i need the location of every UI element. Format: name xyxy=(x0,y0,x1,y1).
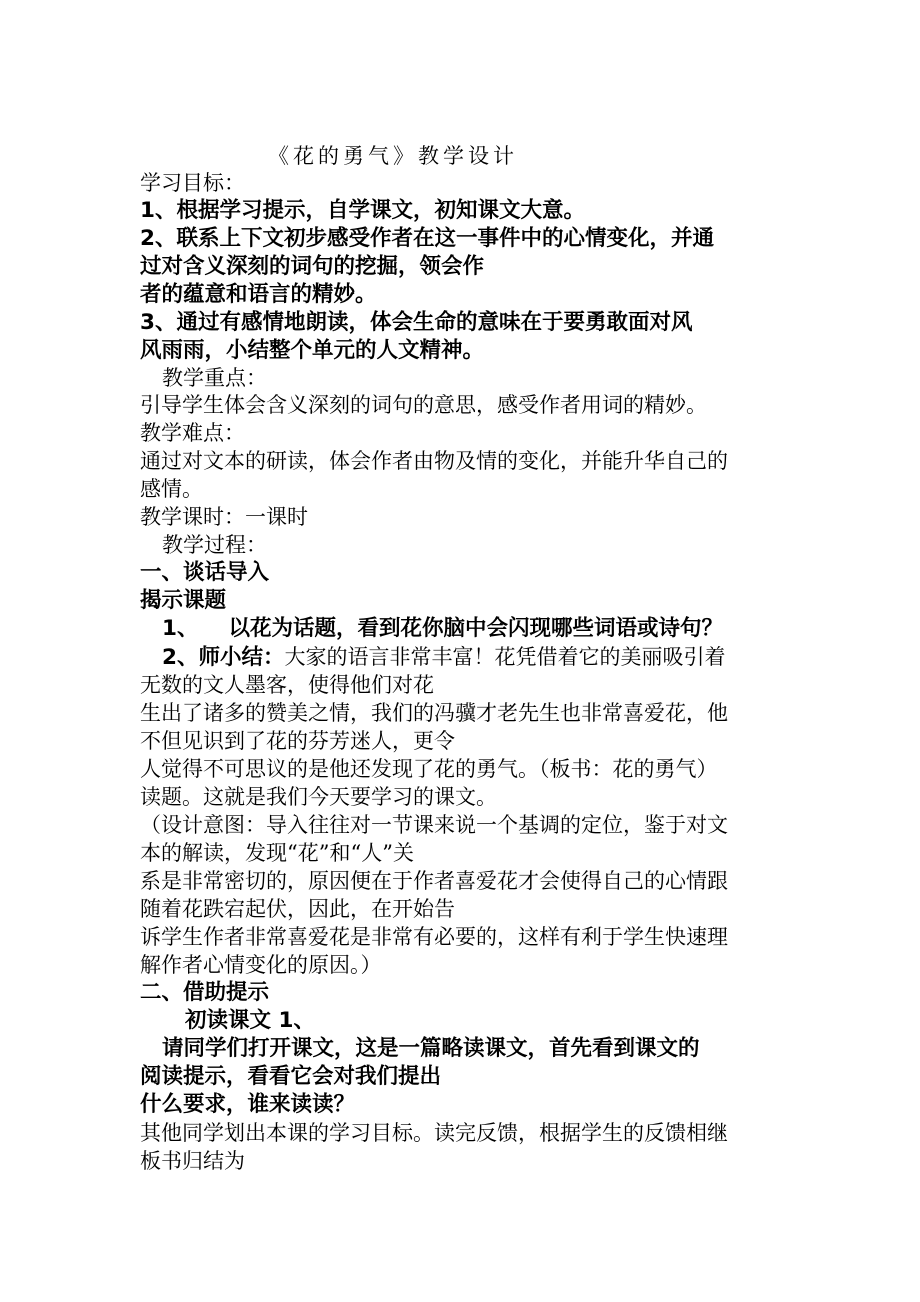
paragraph-line: 不但见识到了花的芬芳迷人，更令 xyxy=(140,729,455,753)
design-note-line: （设计意图：导入往往对一节课来说一个基调的定位，鉴于对文 xyxy=(140,813,728,837)
section-1-heading: 一、谈话导入 xyxy=(140,560,270,585)
design-note-line: 随着花跌宕起伏，因此，在开始告 xyxy=(140,897,455,921)
reading-line: 请同学们打开课文，这是一篇略读课文，首先看到课文的 xyxy=(162,1036,700,1061)
summary-line xyxy=(162,643,725,672)
class-hours: 教学课时：一课时 xyxy=(140,505,308,529)
objectives-label: 学习目标： xyxy=(140,171,245,195)
design-note-line: 系是非常密切的，原因便在于作者喜爱花才会使得自己的心情跟 xyxy=(140,869,728,893)
process-label: 教学过程： xyxy=(162,533,267,557)
objective-2-line-3: 者的蕴意和语言的精妙。 xyxy=(140,282,377,307)
objective-2-line-1: 2、联系上下文初步感受作者在这一事件中的心情变化，并通 xyxy=(140,226,714,251)
key-point-text: 引导学生体会含义深刻的词句的意思，感受作者用词的精妙。 xyxy=(140,393,707,417)
paragraph-line: 读题。这就是我们今天要学习的课文。 xyxy=(140,785,497,809)
objective-1: 1、根据学习提示，自学课文，初知课文大意。 xyxy=(140,198,585,223)
section-2-heading: 二、借助提示 xyxy=(140,980,270,1005)
key-point-label: 教学重点： xyxy=(162,366,267,390)
document-title: 《花的勇气》教学设计 xyxy=(268,144,518,168)
design-note-line: 本的解读，发现“花”和“人”关 xyxy=(140,841,414,865)
summary-label: 2、师小结： xyxy=(162,645,285,670)
paragraph-line: 无数的文人墨客，使得他们对花 xyxy=(140,673,434,697)
question-1-text: 以花为话题，看到花你脑中会闪现哪些词语或诗句？ xyxy=(228,616,723,641)
question-1-number: 1、 xyxy=(162,616,199,641)
objective-2-line-2: 过对含义深刻的词句的挖掘，领会作 xyxy=(140,254,485,279)
question-1 xyxy=(162,615,723,643)
reading-line: 板书归结为 xyxy=(140,1149,245,1173)
design-note-line: 诉学生作者非常喜爱花是非常有必要的，这样有利于学生快速理 xyxy=(140,925,728,949)
difficulty-text-line-1: 通过对文本的研读，体会作者由物及情的变化，并能升华自己的 xyxy=(140,449,728,473)
design-note-line: 解作者心情变化的原因。） xyxy=(140,953,382,977)
difficulty-label: 教学难点： xyxy=(140,421,245,445)
paragraph-line: 人觉得不可思议的是他还发现了花的勇气。（板书：花的勇气） xyxy=(140,757,718,781)
objective-3-line-2: 风雨雨，小结整个单元的人文精神。 xyxy=(140,338,485,363)
summary-text: 大家的语言非常丰富！花凭借着它的美丽吸引着 xyxy=(284,645,726,669)
section-1-subheading: 揭示课题 xyxy=(140,588,227,613)
reading-line: 其他同学划出本课的学习目标。读完反馈，根据学生的反馈相继 xyxy=(140,1121,728,1145)
difficulty-text-line-2: 感情。 xyxy=(140,477,203,501)
paragraph-line: 生出了诸多的赞美之情，我们的冯骥才老先生也非常喜爱花，他 xyxy=(140,701,728,725)
section-2-subheading: 初读课文 1、 xyxy=(185,1008,315,1033)
objective-3-line-1: 3、通过有感情地朗读，体会生命的意味在于要勇敢面对风 xyxy=(140,310,693,335)
reading-line: 什么要求，谁来读读？ xyxy=(140,1092,356,1117)
reading-line: 阅读提示，看看它会对我们提出 xyxy=(140,1064,442,1089)
